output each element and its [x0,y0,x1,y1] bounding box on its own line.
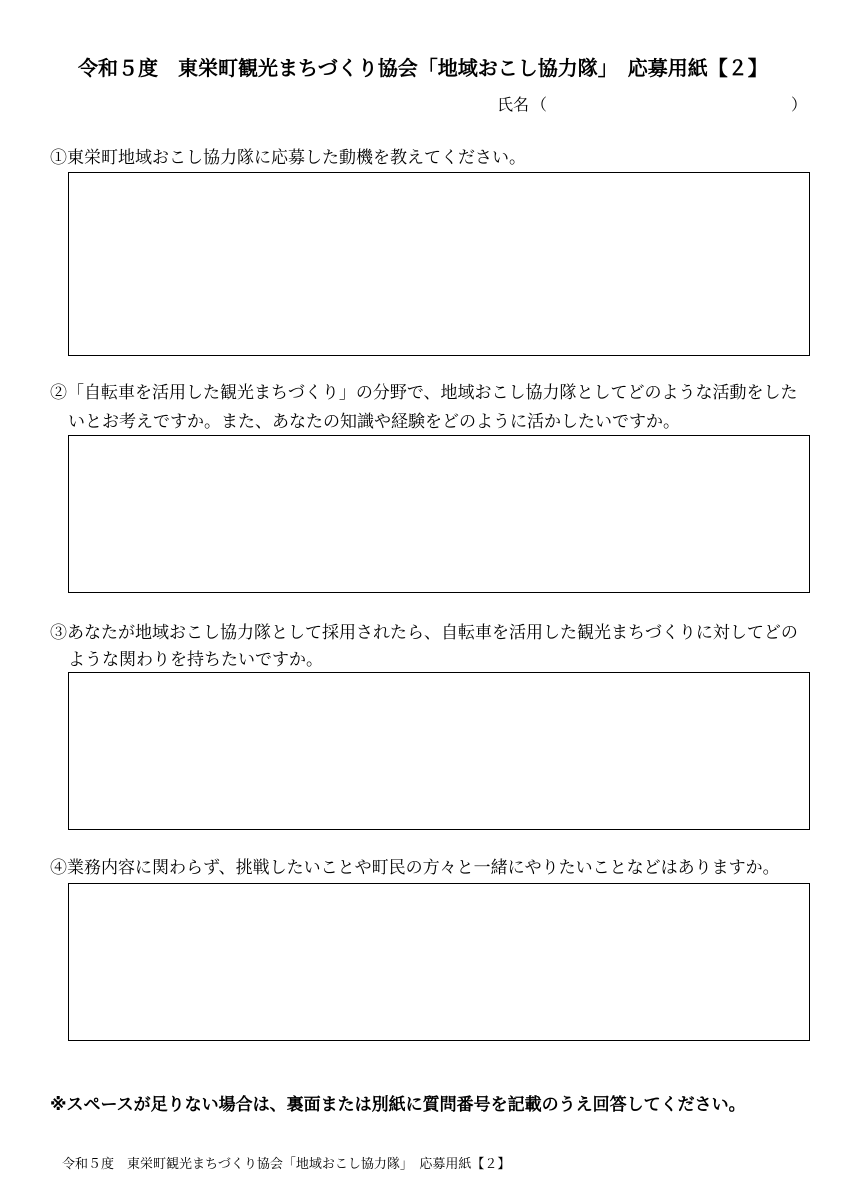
answer-box-3[interactable] [68,672,810,830]
question-3-text-line-2: ような関わりを持ちたいですか。 [68,650,323,670]
space-note: ※スペースが足りない場合は、裏面または別紙に質問番号を記載のうえ回答してください。 [50,1095,746,1115]
question-2-text-line-1: ②「自転車を活用した観光まちづくり」の分野で、地域おこし協力隊としてどのような活動をした [50,383,798,403]
name-paren-close: ） [790,95,807,114]
answer-box-4[interactable] [68,883,810,1041]
name-row [497,96,807,114]
answer-box-2[interactable] [68,435,810,593]
question-4-text: ④業務内容に関わらず、挑戦したいことや町民の方々と一緒にやりたいことなどはありますか。 [50,858,780,878]
name-label: 氏名 [497,95,530,114]
question-3-text-line-1: ③あなたが地域おこし協力隊として採用されたら、自転車を活用した観光まちづくりに対してどの [50,623,798,643]
question-2-text-line-2: いとお考えですか。また、あなたの知識や経験をどのように活かしたいですか。 [68,412,680,432]
name-paren-open: （ [531,95,548,114]
page-footer: 令和５度 東栄町観光まちづくり協会「地域おこし協力隊」 応募用紙【２】 [62,1157,511,1172]
name-field[interactable] [547,96,791,114]
form-title: 令和５度 東栄町観光まちづくり協会「地域おこし協力隊」 応募用紙【２】 [78,56,768,80]
question-1-text: ①東栄町地域おこし協力隊に応募した動機を教えてください。 [50,148,526,168]
answer-box-1[interactable] [68,172,810,356]
